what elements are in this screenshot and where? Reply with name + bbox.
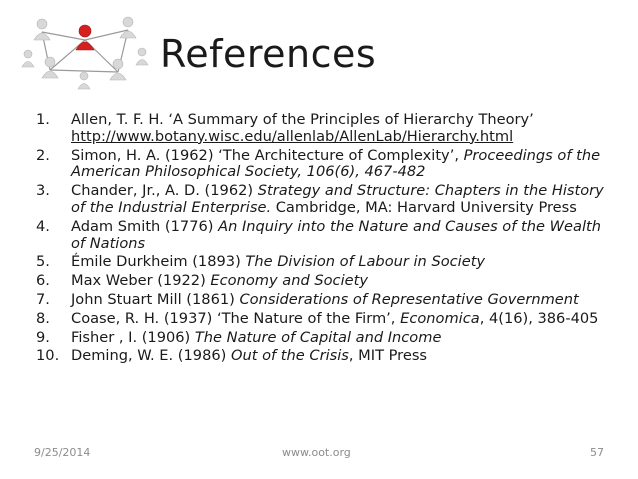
footer-site: www.oot.org bbox=[282, 446, 351, 459]
reference-title: Economica bbox=[400, 309, 480, 327]
reference-item bbox=[36, 311, 616, 328]
reference-title: The Nature of Capital and Income bbox=[194, 328, 442, 346]
reference-item bbox=[36, 273, 616, 290]
reference-number: 9. bbox=[36, 328, 50, 346]
reference-item bbox=[36, 254, 616, 271]
reference-item bbox=[36, 219, 616, 253]
reference-text: Coase, R. H. (1937) ‘The Nature of the Firm’, bbox=[71, 309, 401, 327]
reference-number: 10. bbox=[36, 347, 60, 365]
reference-text: Chander, Jr., A. D. (1962) bbox=[71, 182, 258, 200]
reference-title: The Division of Labour in Society bbox=[245, 253, 486, 271]
footer-date: 9/25/2014 bbox=[34, 446, 91, 459]
reference-publisher: , 4(16), 386-405 bbox=[479, 309, 599, 327]
reference-number: 1. bbox=[36, 111, 50, 128]
reference-item bbox=[36, 112, 616, 146]
reference-title: Strategy and Structure: Chapters in the History of the Industrial Enterprise. bbox=[71, 182, 604, 216]
reference-text: Fisher , I. (1906) bbox=[71, 328, 195, 346]
reference-number: 3. bbox=[36, 182, 50, 200]
reference-item bbox=[36, 148, 616, 182]
reference-text: Allen, T. F. H. ‘A Summary of the Principles of Hierarchy Theory’ bbox=[71, 111, 534, 128]
reference-number: 4. bbox=[36, 217, 50, 235]
reference-title: Considerations of Representative Government bbox=[239, 290, 579, 308]
reference-item bbox=[36, 292, 616, 309]
reference-title: Proceedings of the American Philosophical Society, 106(6), 467-482 bbox=[71, 146, 601, 181]
reference-item bbox=[36, 183, 616, 217]
reference-item bbox=[36, 348, 616, 365]
reference-text: Émile Durkheim (1893) bbox=[71, 253, 246, 271]
reference-number: 8. bbox=[36, 309, 50, 327]
reference-title: Out of the Crisis bbox=[230, 347, 349, 365]
reference-publisher: , MIT Press bbox=[348, 347, 428, 365]
reference-link[interactable]: http://www.botany.wisc.edu/allenlab/AllenLab/Hierarchy.html bbox=[71, 127, 514, 145]
reference-text: Simon, H. A. (1962) ‘The Architecture of Complexity’, bbox=[71, 146, 464, 164]
reference-text: John Stuart Mill (1861) bbox=[71, 290, 240, 308]
page-title: References bbox=[160, 32, 377, 76]
reference-publisher: Cambridge, MA: Harvard University Press bbox=[271, 198, 577, 216]
people-network-icon bbox=[20, 10, 150, 95]
reference-text: Deming, W. E. (1986) bbox=[71, 347, 231, 365]
reference-title: An Inquiry into the Nature and Causes of the Wealth of Nations bbox=[71, 217, 601, 252]
reference-title: Economy and Society bbox=[210, 272, 368, 290]
footer-page-number: 57 bbox=[590, 446, 604, 459]
reference-text: Max Weber (1922) bbox=[71, 272, 211, 290]
reference-number: 6. bbox=[36, 272, 50, 290]
reference-list bbox=[36, 112, 616, 367]
reference-text: Adam Smith (1776) bbox=[71, 217, 219, 235]
reference-number: 5. bbox=[36, 253, 50, 271]
reference-number: 2. bbox=[36, 146, 50, 164]
reference-number: 7. bbox=[36, 290, 50, 308]
reference-item bbox=[36, 330, 616, 347]
